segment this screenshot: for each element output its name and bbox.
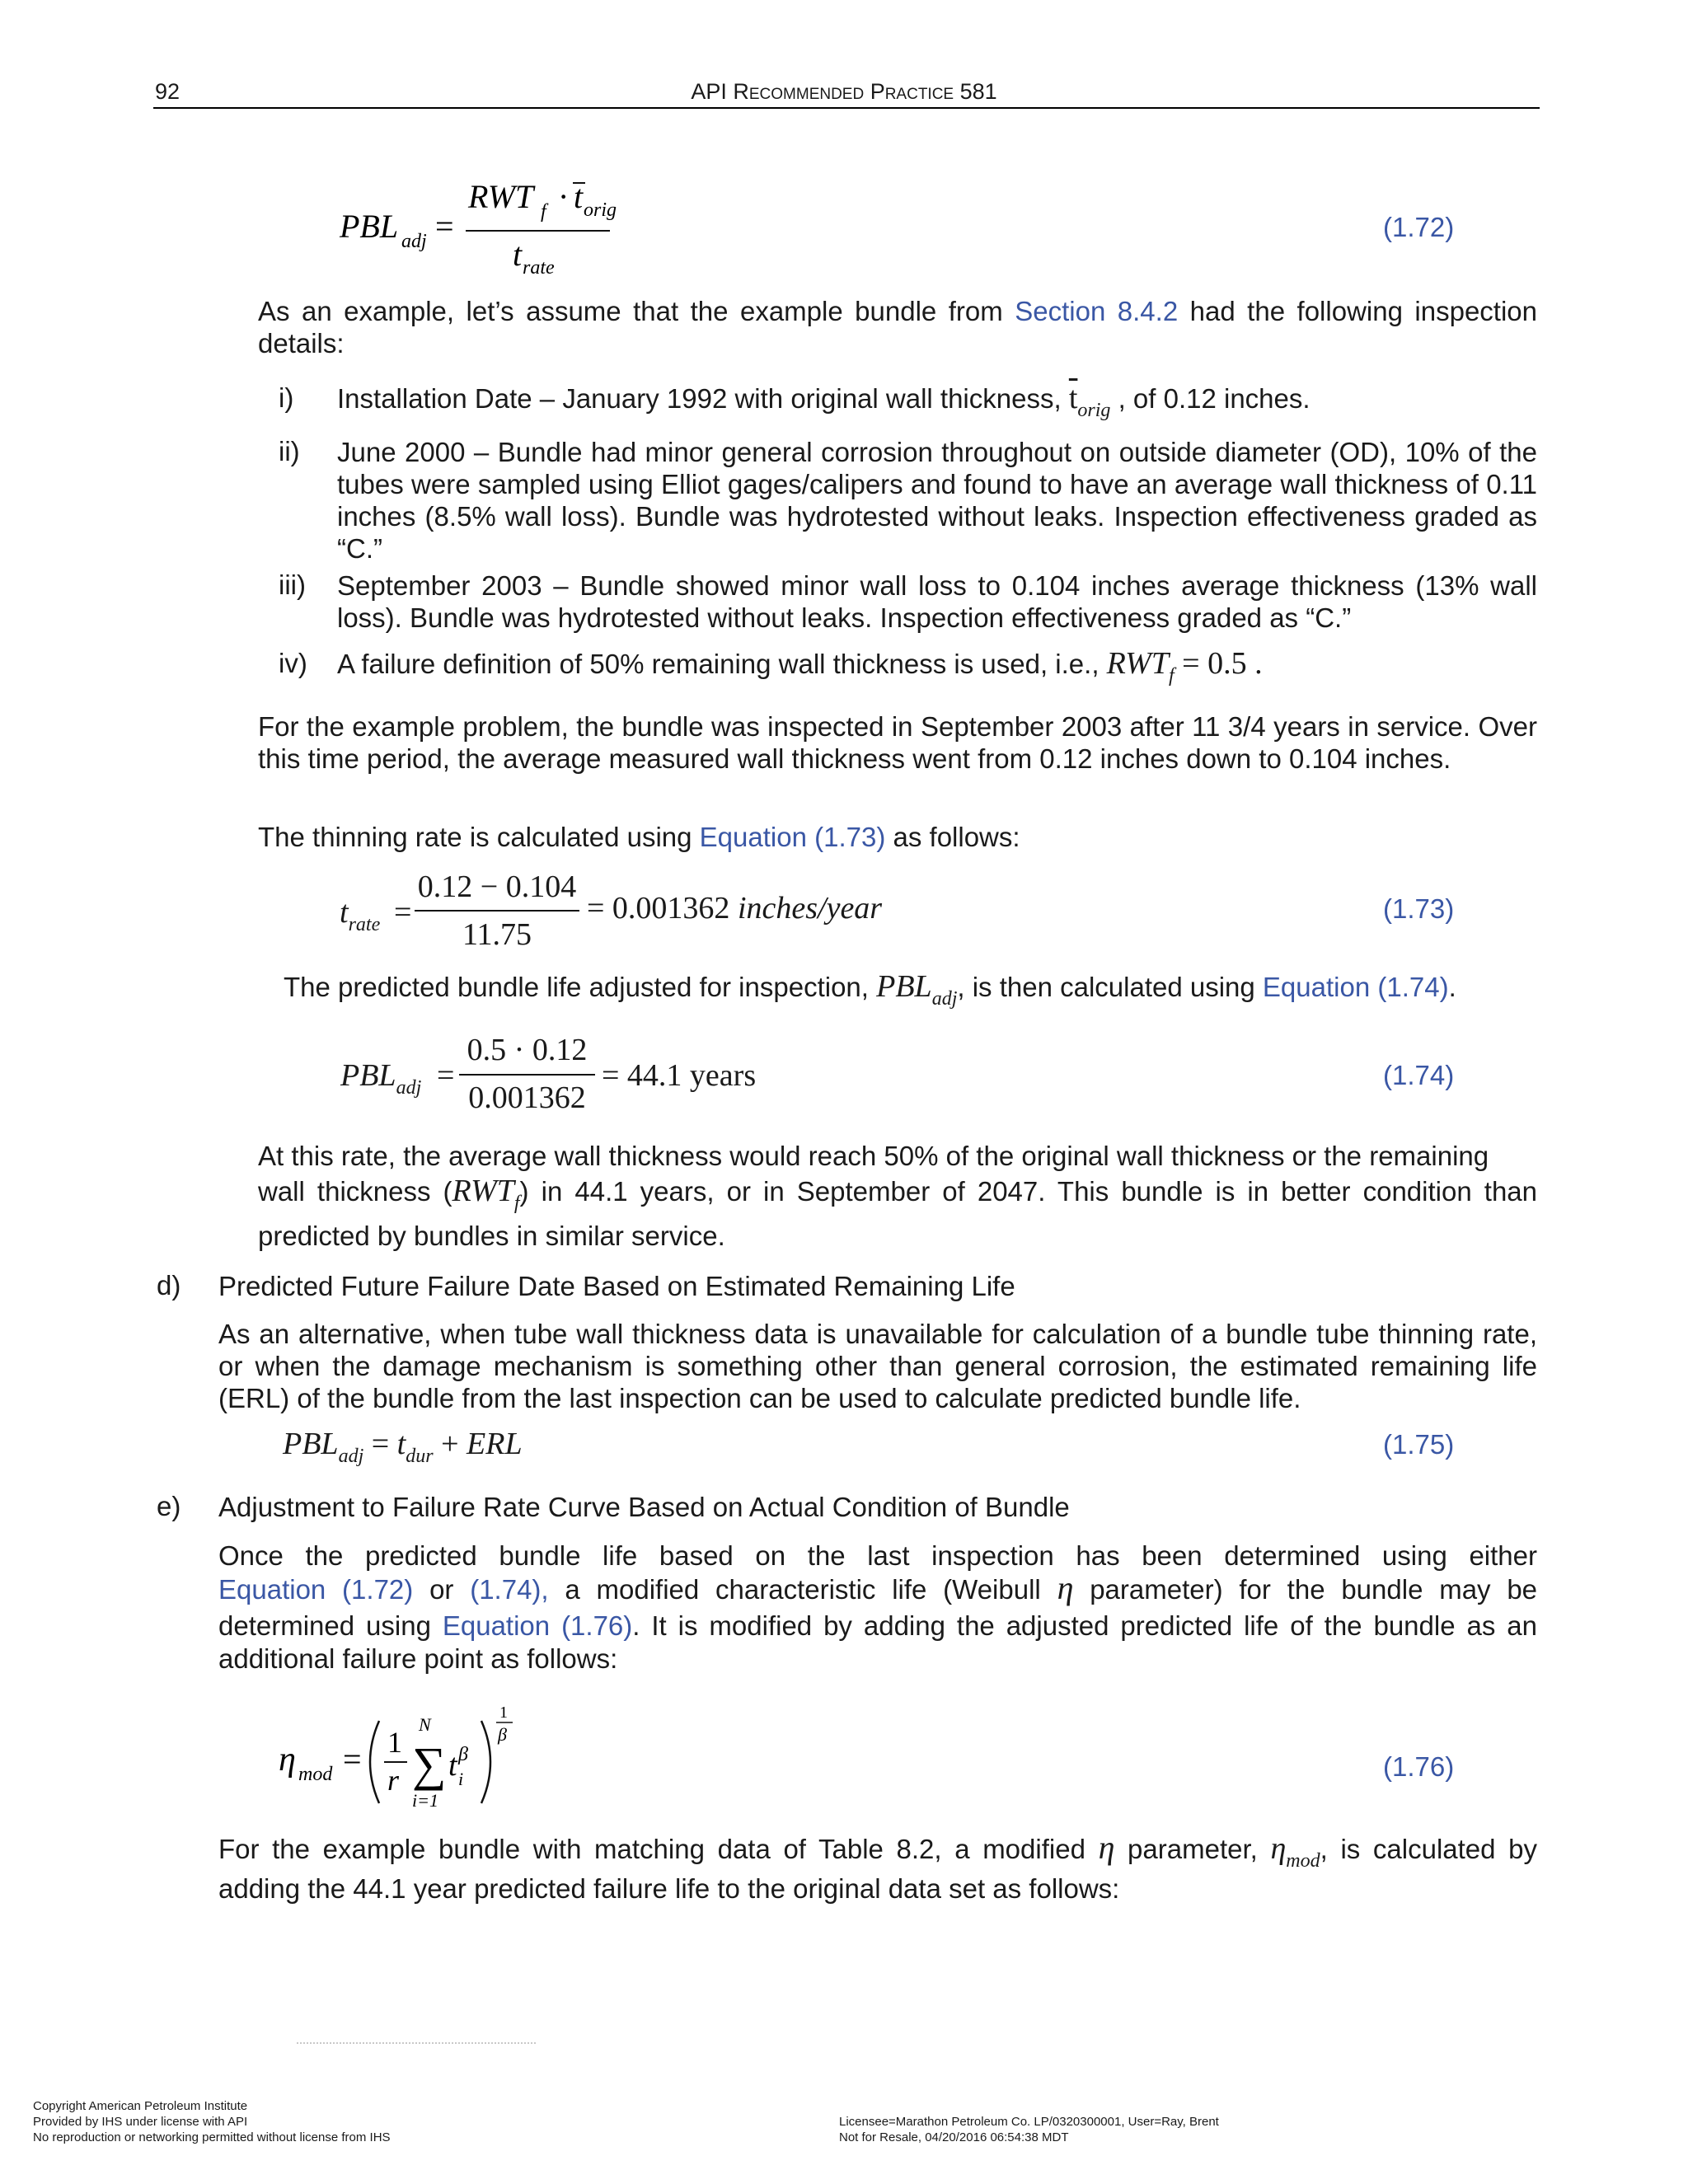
- predicted-life-paragraph: The predicted bundle life adjusted for inspection, $PBL_{adj}$, is then calculated using Equation (1.74).: [284, 969, 1456, 1010]
- equation-1-72: [330, 173, 643, 280]
- section-d-paragraph: As an alternative, when tube wall thickness data is unavailable for calculation of a bundle tube thinning rate, or when the damage mechanism is something other than general corrosion, the estimated remaining life (ERL) of the bundle from the last inspection can be used to calculate predicted bundle life.: [218, 1319, 1537, 1413]
- equation-1-73-link[interactable]: Equation (1.73): [699, 822, 886, 852]
- equation-1-76-link[interactable]: Equation (1.76): [442, 1610, 633, 1641]
- section-d-label: d): [157, 1270, 181, 1301]
- svg-text:t: t: [448, 1748, 457, 1783]
- eq-1-74-fraction-bar: [459, 1074, 595, 1076]
- svg-text:1: 1: [387, 1726, 402, 1759]
- equation-1-72-link[interactable]: Equation (1.72): [218, 1574, 414, 1605]
- scan-artifact: [297, 2042, 536, 2044]
- section-e-line-4: additional failure point as follows:: [218, 1643, 618, 1674]
- list-item-iv: A failure definition of 50% remaining wall thickness is used, i.e., $RWT_f = 0.5$ .: [337, 646, 1263, 687]
- equation-number-1-74: (1.74): [1383, 1060, 1455, 1090]
- svg-text:RWT: RWT: [468, 178, 534, 215]
- svg-text:i: i: [458, 1769, 464, 1789]
- equation-number-1-75: (1.75): [1383, 1429, 1455, 1460]
- list-item-iii: September 2003 – Bundle showed minor wall loss to 0.104 inches average thickness (13% wall loss). Bundle was hydrotested without leaks. Inspection effectiveness graded as “C.”: [337, 570, 1537, 633]
- example-intro-paragraph: As an example, let’s assume that the example bundle from Section 8.4.2 had the following inspection details:: [258, 296, 1538, 359]
- rwt-f-symbol: $RWT_f = 0.5$ .: [1106, 646, 1263, 687]
- pbl-adj-symbol: $PBL_{adj}$: [876, 969, 958, 1010]
- eq-1-74-denominator: 0.001362: [468, 1080, 586, 1115]
- example-problem-paragraph: For the example problem, the bundle was inspected in September 2003 after 11 3/4 years in service. Over this time period, the average measured wall thickness went from 0.12 inches down to 0.104 inches.: [258, 711, 1537, 774]
- section-e-label: e): [157, 1491, 181, 1521]
- at-this-rate-line-3: predicted by bundles in similar service.: [258, 1221, 725, 1251]
- at-this-rate-line-2: wall thickness $(RWT_f)$ in 44.1 years, or in September of 2047. This bundle is in better condition than: [258, 1174, 1537, 1214]
- svg-text:=: =: [435, 208, 454, 245]
- svg-text:N: N: [419, 1714, 431, 1735]
- eq-1-73-fraction-bar: [415, 910, 579, 912]
- svg-text:mod: mod: [298, 1764, 333, 1785]
- list-label-i: i): [279, 382, 294, 413]
- svg-text:η: η: [279, 1741, 296, 1779]
- equation-1-74: $PBL_{adj}$: [340, 1058, 422, 1099]
- final-paragraph-line-2: adding the 44.1 year predicted failure life to the original data set as follows:: [218, 1873, 1120, 1904]
- thinning-rate-paragraph: The thinning rate is calculated using Equation (1.73) as follows:: [258, 822, 1020, 852]
- svg-text:∑: ∑: [412, 1737, 447, 1791]
- equation-1-76: [272, 1698, 544, 1821]
- svg-text:1: 1: [499, 1704, 508, 1722]
- equation-1-74-link-2[interactable]: (1.74),: [470, 1574, 549, 1605]
- footer-left: Copyright American Petroleum Institute Provided by IHS under license with API No reproduction or networking permitted without license from IHS: [33, 2099, 391, 2144]
- eta-symbol-2: η: [1098, 1829, 1115, 1866]
- footer-right: Licensee=Marathon Petroleum Co. LP/0320300001, User=Ray, Brent Not for Resale, 04/20/2016 06:54:38 MDT: [839, 2115, 1219, 2144]
- list-item-i: Installation Date – January 1992 with original wall thickness, $\overline{t}_{orig}$ , of 0.12 inches.: [337, 381, 1311, 421]
- eq-1-73-denominator: 11.75: [462, 917, 532, 952]
- svg-text:r: r: [387, 1764, 400, 1797]
- section-e-line-1: Once the predicted bundle life based on the last inspection has been determined using either: [218, 1540, 1537, 1571]
- eq-1-73-result: = 0.001362 inches/year: [587, 891, 883, 926]
- eq-1-74-result: = 44.1 years: [602, 1058, 757, 1093]
- eq-1-73-numerator: 0.12 − 0.104: [417, 869, 577, 904]
- section-e-line-3: determined using Equation (1.76). It is modified by adding the adjusted predicted life of the bundle as an: [218, 1610, 1537, 1641]
- svg-text:β: β: [498, 1724, 507, 1745]
- svg-text:β: β: [458, 1744, 468, 1765]
- svg-text:t: t: [574, 178, 584, 215]
- svg-text:rate: rate: [523, 257, 555, 279]
- section-e-title: Adjustment to Failure Rate Curve Based on Actual Condition of Bundle: [218, 1492, 1070, 1522]
- equation-1-74-link[interactable]: Equation (1.74): [1262, 972, 1449, 1002]
- at-this-rate-line-1: At this rate, the average wall thickness would reach 50% of the original wall thickness or the remaining: [258, 1141, 1489, 1171]
- svg-text:adj: adj: [401, 231, 427, 252]
- svg-text:orig: orig: [584, 199, 617, 221]
- equation-1-75: $PBL_{adj} = t_{dur}$ + ERL: [283, 1427, 523, 1467]
- eta-symbol: η: [1057, 1569, 1074, 1606]
- equation-number-1-72: (1.72): [1383, 212, 1455, 242]
- rwt-f-inline: $RWT_f$: [452, 1174, 520, 1214]
- svg-text:PBL: PBL: [340, 208, 399, 245]
- equation-number-1-76: (1.76): [1383, 1751, 1455, 1782]
- section-d-title: Predicted Future Failure Date Based on Estimated Remaining Life: [218, 1271, 1015, 1301]
- section-8-4-2-link[interactable]: Section 8.4.2: [1015, 296, 1179, 326]
- eq-1-74-numerator: 0.5 · 0.12: [467, 1033, 588, 1067]
- svg-text:·: ·: [558, 178, 570, 215]
- page-number: 92: [155, 79, 181, 104]
- list-label-iv: iv): [279, 648, 307, 678]
- list-item-ii: June 2000 – Bundle had minor general corrosion throughout on outside diameter (OD), 10% of the tubes were sampled using Elliot gages/calipers and found to have an average wall thickness of 0.11 inches (8.5% wall loss). Bundle was hydrotested without leaks. Inspection effectiveness graded as “C.”: [337, 437, 1537, 564]
- equation-1-73: $t_{rate}$: [340, 895, 381, 935]
- equation-number-1-73: (1.73): [1383, 893, 1455, 924]
- eta-mod-symbol: $\eta_{mod}$: [1270, 1831, 1320, 1872]
- svg-text:f: f: [541, 201, 546, 223]
- running-title: API Recommended Practice 581: [691, 79, 997, 104]
- svg-text:i=1: i=1: [412, 1790, 438, 1811]
- section-e-line-2: Equation (1.72) or (1.74), a modified characteristic life (Weibull η parameter) for the bundle may be: [218, 1569, 1538, 1606]
- list-label-ii: ii): [279, 436, 300, 466]
- svg-text:=: =: [343, 1741, 362, 1778]
- svg-text:t: t: [513, 236, 523, 273]
- header-rule: [153, 107, 1540, 109]
- final-paragraph-line-1: For the example bundle with matching data of Table 8.2, a modified η parameter, $\eta_{mod}$, is calculated by: [218, 1829, 1537, 1872]
- t-orig-symbol: $\overline{t}_{orig}$: [1068, 381, 1111, 421]
- list-label-iii: iii): [279, 569, 306, 600]
